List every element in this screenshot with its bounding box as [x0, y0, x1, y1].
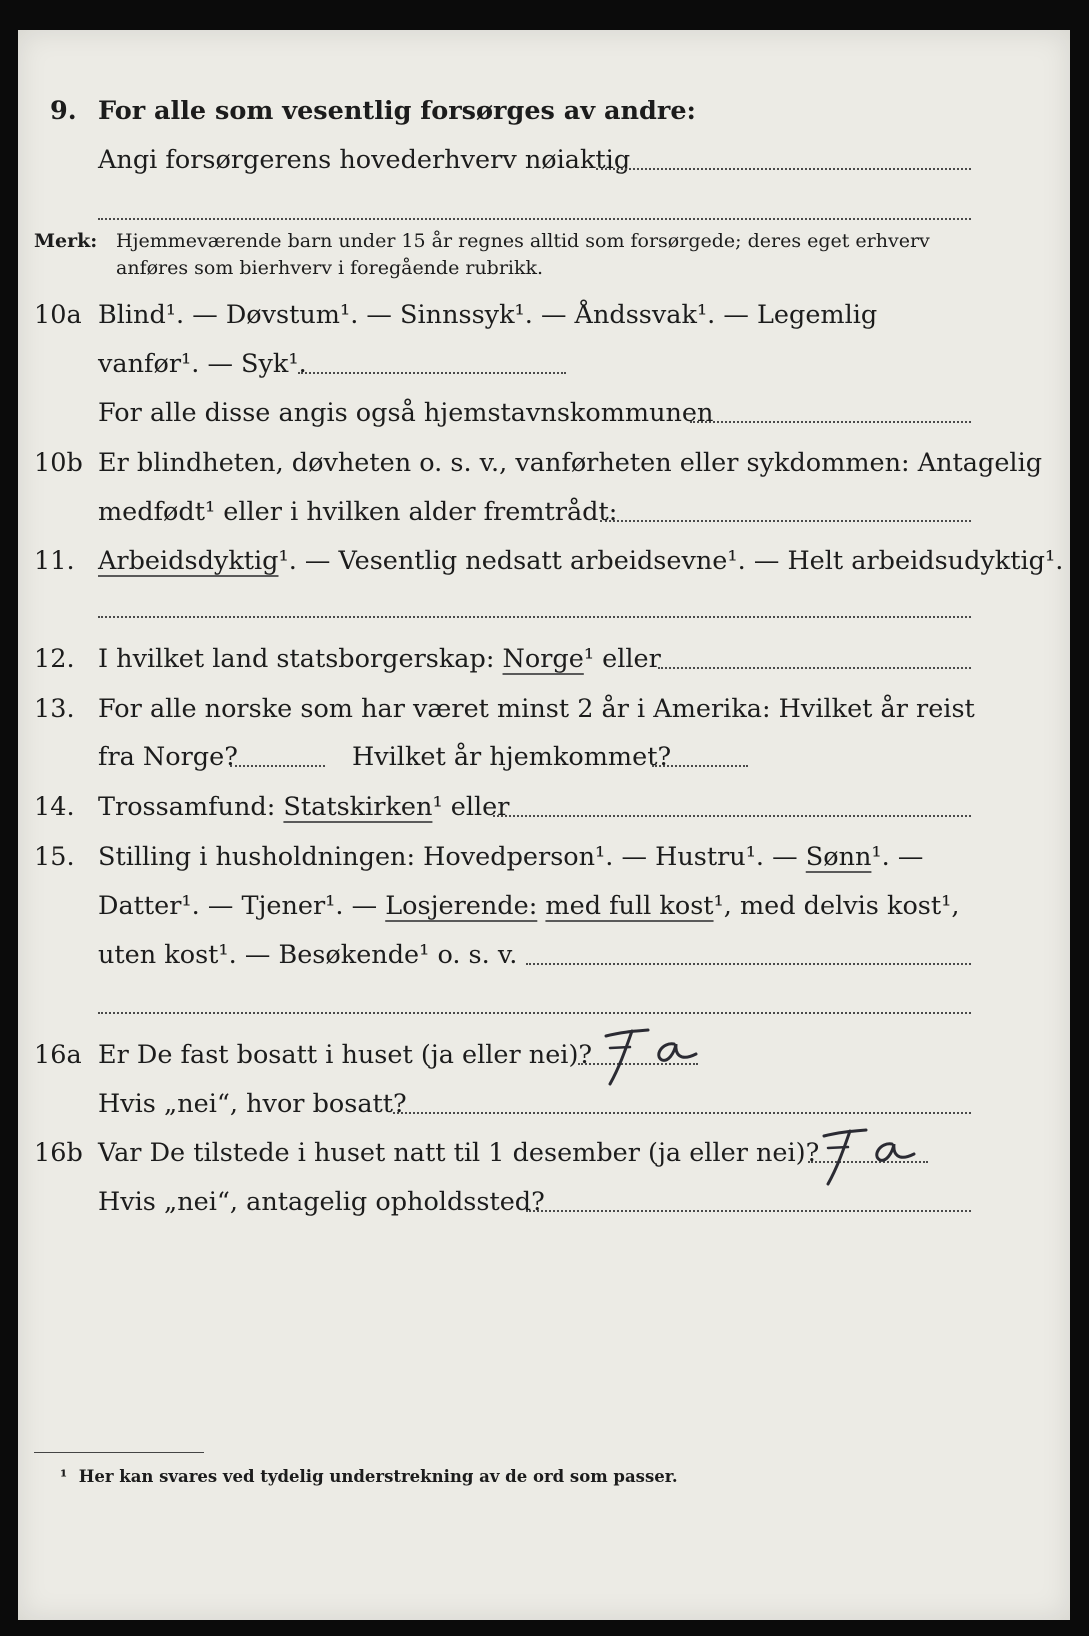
q15-number: 15.: [34, 842, 75, 872]
q15-line-2: [98, 891, 959, 921]
merk-line-1: Hjemmeværende barn under 15 år regnes alltid som forsørgede; deres eget erhverv: [116, 230, 930, 252]
q15-line-3: uten kost¹. — Besøkende¹ o. s. v.: [98, 940, 518, 970]
q10a-line-1: Blind¹. — Døvstum¹. — Sinnssyk¹. — Åndssvak¹. — Legemlig: [98, 300, 878, 330]
q15-line-1: [98, 842, 923, 872]
q9-answer-line: [596, 168, 971, 170]
q15-option-sonn[interactable]: Sønn: [805, 842, 872, 872]
q13-line-2b: Hvilket år hjemkommet?: [352, 742, 672, 772]
q13-line-2a: fra Norge?: [98, 742, 238, 772]
q11-line: [98, 546, 1063, 576]
q15-answer-line: [526, 963, 971, 965]
q16b-line-1: Var De tilstede i huset natt til 1 desember (ja eller nei)?: [98, 1138, 820, 1168]
q15-line-1b: ¹. —: [871, 842, 924, 872]
q10b-number: 10b: [34, 448, 83, 478]
q12-line: [98, 644, 661, 674]
q16a-number: 16a: [34, 1040, 82, 1070]
q13-line-1: For alle norske som har været minst 2 år i Amerika: Hvilket år reist: [98, 694, 975, 724]
q15-line-2a: Datter¹. — Tjener¹. —: [98, 891, 378, 921]
merk-line-2: anføres som bierhverv i foregående rubrikk.: [116, 257, 544, 279]
q16a-handwritten-answer: [596, 1026, 706, 1090]
census-form-page: [18, 30, 1070, 1620]
q16a-line-2: Hvis „nei“, hvor bosatt?: [98, 1089, 407, 1119]
q10b-line-1: Er blindheten, døvheten o. s. v., vanførheten eller sykdommen: Antagelig: [98, 448, 1043, 478]
q12-post: ¹ eller: [583, 644, 661, 674]
q12-number: 12.: [34, 644, 75, 674]
q15-option-losjerende[interactable]: Losjerende:: [385, 891, 538, 921]
footnote-text: Her kan svares ved tydelig understrekning av de ord som passer.: [78, 1467, 678, 1486]
footnote-mark: ¹: [60, 1467, 68, 1486]
q15-option-full-kost[interactable]: med full kost: [545, 891, 714, 921]
q10a-line-3: For alle disse angis også hjemstavnskommunen: [98, 398, 714, 428]
q16b-line-2: Hvis „nei“, antagelig opholdssted?: [98, 1187, 545, 1217]
q16b-number: 16b: [34, 1138, 83, 1168]
q9-title: For alle som vesentlig forsørges av andre:: [98, 96, 696, 126]
q14-option-statskirken[interactable]: Statskirken: [283, 792, 433, 822]
q13-left-norway-line: [230, 765, 325, 767]
q12-answer-line: [658, 667, 971, 669]
q10a-hometown-line: [690, 421, 971, 423]
q13-returned-line: [652, 765, 748, 767]
q13-number: 13.: [34, 694, 75, 724]
footnote: [60, 1462, 678, 1492]
q16b-whereabouts-line: [526, 1210, 971, 1212]
q15-answer-line-2: [98, 1012, 971, 1014]
q14-pre: Trossamfund:: [98, 792, 276, 822]
q14-number: 14.: [34, 792, 75, 822]
q10b-answer-line: [600, 520, 971, 522]
q11-rest: ¹. — Vesentlig nedsatt arbeidsevne¹. — Helt arbeidsudyktig¹.: [278, 546, 1064, 576]
q9-number: 9.: [50, 96, 77, 126]
q10a-number: 10a: [34, 300, 82, 330]
q11-option-arbeidsdyktig[interactable]: Arbeidsdyktig: [98, 546, 279, 576]
q10b-line-2: medfødt¹ eller i hvilken alder fremtrådt:: [98, 497, 618, 527]
q15-line-2b: ¹, med delvis kost¹,: [713, 891, 960, 921]
merk-label: Merk:: [34, 230, 98, 252]
q15-line-1a: Stilling i husholdningen: Hovedperson¹. — Hustru¹. —: [98, 842, 798, 872]
footnote-rule: [34, 1452, 204, 1453]
q14-line: [98, 792, 509, 822]
q16b-handwritten-answer: [814, 1126, 924, 1190]
q11-answer-line: [98, 616, 971, 618]
q12-option-norge[interactable]: Norge: [502, 644, 584, 674]
q14-answer-line: [493, 815, 971, 817]
q11-number: 11.: [34, 546, 75, 576]
q9-answer-line-2: [98, 218, 971, 220]
q14-post: ¹ eller: [432, 792, 510, 822]
q16a-line-1: Er De fast bosatt i huset (ja eller nei)?: [98, 1040, 593, 1070]
q16a-where-line: [393, 1112, 971, 1114]
q10a-line-2: vanfør¹. — Syk¹.: [98, 349, 307, 379]
q10a-answer-line: [298, 372, 566, 374]
q9-line: Angi forsørgerens hovederhverv nøiaktig: [98, 145, 631, 175]
q12-pre: I hvilket land statsborgerskap:: [98, 644, 495, 674]
